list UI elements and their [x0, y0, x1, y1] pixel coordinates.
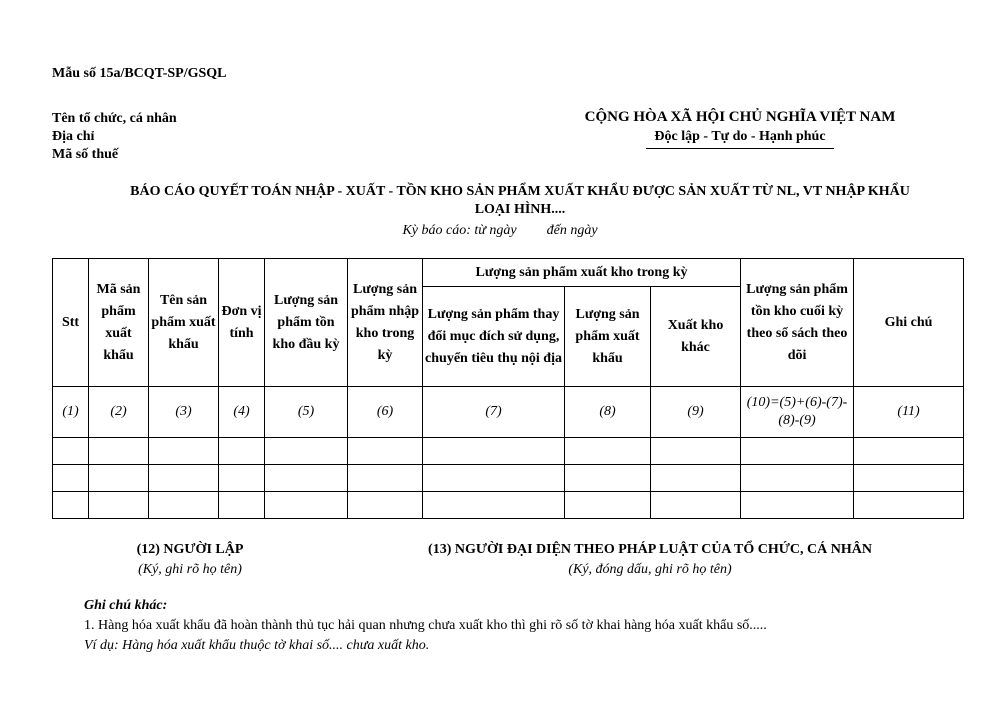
header-closing-stock: Lượng sản phẩm tồn kho cuối kỳ theo sổ sách theo dõi: [741, 259, 854, 387]
nation-motto: Độc lập - Tự do - Hạnh phúc: [646, 127, 833, 149]
table-cell: [149, 438, 219, 465]
table-cell: [423, 438, 565, 465]
table-cell: [651, 492, 741, 519]
representative-signature-block: [385, 540, 915, 580]
notes-item-1: 1. Hàng hóa xuất khẩu đã hoàn thành thủ tục hải quan nhưng chưa xuất kho thì ghi rõ số tờ khai hàng hóa xuất khẩu số.....: [84, 618, 767, 633]
report-title-line1: BÁO CÁO QUYẾT TOÁN NHẬP - XUẤT - TỒN KHO SẢN PHẨM XUẤT KHẨU ĐƯỢC SẢN XUẤT TỪ NL, VT NHẬP KHẨU: [130, 184, 910, 199]
table-cell: [565, 492, 651, 519]
preparer-title: (12) NGƯỜI LẬP: [136, 542, 244, 557]
report-period: [0, 223, 1000, 239]
table-cell: [219, 465, 265, 492]
table-cell: [423, 465, 565, 492]
table-cell: [89, 492, 149, 519]
period-to-label: đến ngày: [546, 223, 598, 238]
table-cell: [219, 492, 265, 519]
form-code: Mẫu số 15a/BCQT-SP/GSQL: [52, 66, 227, 81]
column-number: (11): [854, 387, 964, 438]
column-number: (5): [265, 387, 348, 438]
column-number: (1): [53, 387, 89, 438]
org-tax-code-label: Mã số thuế: [52, 147, 119, 162]
table-cell: [854, 438, 964, 465]
table-cell: [53, 465, 89, 492]
org-name-label: Tên tổ chức, cá nhân: [52, 111, 177, 126]
table-cell: [53, 492, 89, 519]
header-unit: Đơn vị tính: [219, 259, 265, 387]
column-number: (9): [651, 387, 741, 438]
header-changed-purpose: Lượng sản phẩm thay đổi mục đích sử dụng, chuyển tiêu thụ nội địa: [423, 287, 565, 387]
table-cell: [265, 465, 348, 492]
header-exported: Lượng sản phẩm xuất khẩu: [565, 287, 651, 387]
representative-title: (13) NGƯỜI ĐẠI DIỆN THEO PHÁP LUẬT CỦA TỔ CHỨC, CÁ NHÂN: [428, 542, 872, 557]
header-imported: Lượng sản phẩm nhập kho trong kỳ: [348, 259, 423, 387]
table-cell: [854, 492, 964, 519]
header-other-export: Xuất kho khác: [651, 287, 741, 387]
table-cell: [741, 465, 854, 492]
notes-section: [84, 596, 767, 656]
org-address-label: Địa chỉ: [52, 129, 95, 144]
table-cell: [565, 438, 651, 465]
column-number: (8): [565, 387, 651, 438]
table-cell: [348, 492, 423, 519]
table-cell: [348, 438, 423, 465]
table-cell: [265, 438, 348, 465]
notes-example: Ví dụ: Hàng hóa xuất khẩu thuộc tờ khai số.... chưa xuất kho.: [84, 638, 430, 653]
header-stt: Stt: [53, 259, 89, 387]
table-cell: [348, 465, 423, 492]
table-cell: [854, 465, 964, 492]
table-cell: [89, 438, 149, 465]
column-number: (2): [89, 387, 149, 438]
header-product-code: Mã sản phẩm xuất khẩu: [89, 259, 149, 387]
table-cell: [265, 492, 348, 519]
preparer-signature-block: [95, 540, 285, 580]
column-number: (3): [149, 387, 219, 438]
table-cell: [89, 465, 149, 492]
column-number: (6): [348, 387, 423, 438]
table-row: [53, 492, 964, 519]
report-table: [52, 258, 964, 519]
table-cell: [741, 492, 854, 519]
report-title-line2: LOẠI HÌNH....: [474, 202, 566, 217]
preparer-note: (Ký, ghi rõ họ tên): [138, 562, 242, 577]
column-number: (7): [423, 387, 565, 438]
header-opening-stock: Lượng sản phẩm tồn kho đầu kỳ: [265, 259, 348, 387]
table-cell: [53, 438, 89, 465]
national-heading: [560, 107, 920, 149]
table-cell: [219, 438, 265, 465]
report-title: [60, 183, 980, 219]
column-number: (4): [219, 387, 265, 438]
nation-title: CỘNG HÒA XÃ HỘI CHỦ NGHĨA VIỆT NAM: [584, 109, 896, 125]
organization-info: [52, 110, 177, 164]
header-product-name: Tên sản phẩm xuất khẩu: [149, 259, 219, 387]
table-cell: [149, 465, 219, 492]
table-cell: [651, 465, 741, 492]
table-cell: [651, 438, 741, 465]
notes-heading: Ghi chú khác:: [84, 598, 168, 613]
header-note: Ghi chú: [854, 259, 964, 387]
period-from-label: Kỳ báo cáo: từ ngày: [402, 223, 517, 238]
table-cell: [565, 465, 651, 492]
column-number: (10)=(5)+(6)-(7)-(8)-(9): [741, 387, 854, 438]
table-cell: [149, 492, 219, 519]
header-exported-group: Lượng sản phẩm xuất kho trong kỳ: [423, 259, 741, 287]
representative-note: (Ký, đóng dấu, ghi rõ họ tên): [568, 562, 732, 577]
table-row: [53, 438, 964, 465]
table-cell: [741, 438, 854, 465]
table-row: [53, 465, 964, 492]
table-cell: [423, 492, 565, 519]
